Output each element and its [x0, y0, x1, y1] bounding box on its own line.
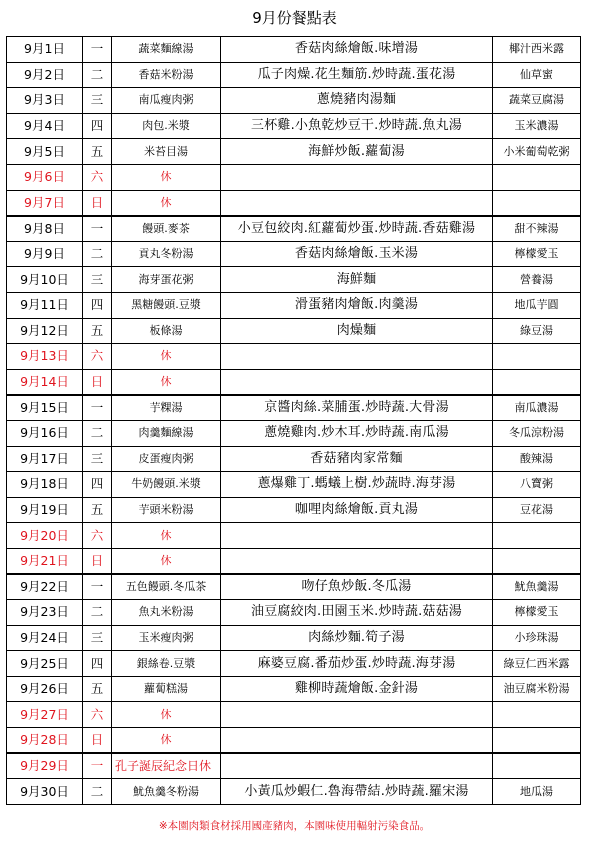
date-cell: 9月25日	[7, 651, 83, 677]
meal-row	[7, 139, 581, 165]
afternoon-snack-cell	[493, 728, 581, 754]
afternoon-snack-cell: 檸檬愛玉	[493, 600, 581, 626]
meal-row	[7, 62, 581, 88]
lunch-cell: 咖哩肉絲燴飯.貢丸湯	[221, 497, 493, 523]
morning-snack-cell: 魚丸米粉湯	[112, 600, 221, 626]
meal-row	[7, 241, 581, 267]
date-cell: 9月28日	[7, 728, 83, 754]
lunch-cell	[221, 753, 493, 779]
weekday-cell: 日	[83, 548, 112, 574]
weekday-cell: 五	[83, 318, 112, 344]
date-cell: 9月5日	[7, 139, 83, 165]
morning-snack-cell: 休	[112, 702, 221, 728]
lunch-cell: 雞柳時蔬燴飯.金針湯	[221, 676, 493, 702]
date-cell: 9月10日	[7, 267, 83, 293]
afternoon-snack-cell	[493, 702, 581, 728]
meal-row	[7, 395, 581, 421]
date-cell: 9月22日	[7, 574, 83, 600]
date-cell: 9月3日	[7, 88, 83, 114]
morning-snack-cell: 板條湯	[112, 318, 221, 344]
afternoon-snack-cell	[493, 369, 581, 395]
afternoon-snack-cell: 小珍珠湯	[493, 625, 581, 651]
afternoon-snack-cell: 魷魚羹湯	[493, 574, 581, 600]
morning-snack-cell: 蔬菜麵線湯	[112, 37, 221, 63]
meal-row	[7, 164, 581, 190]
date-cell: 9月27日	[7, 702, 83, 728]
afternoon-snack-cell: 油豆腐米粉湯	[493, 676, 581, 702]
afternoon-snack-cell: 椰汁西米露	[493, 37, 581, 63]
date-cell: 9月16日	[7, 420, 83, 446]
lunch-cell	[221, 190, 493, 216]
lunch-cell: 香菇豬肉家常麵	[221, 446, 493, 472]
weekday-cell: 六	[83, 702, 112, 728]
lunch-cell: 肉絲炒麵.筍子湯	[221, 625, 493, 651]
afternoon-snack-cell: 檸檬愛玉	[493, 241, 581, 267]
weekday-cell: 一	[83, 216, 112, 242]
morning-snack-cell: 貢丸冬粉湯	[112, 241, 221, 267]
meal-row	[7, 37, 581, 63]
meal-row	[7, 574, 581, 600]
meal-row	[7, 779, 581, 805]
weekday-cell: 六	[83, 344, 112, 370]
morning-snack-cell: 米苔目湯	[112, 139, 221, 165]
meal-row	[7, 113, 581, 139]
date-cell: 9月1日	[7, 37, 83, 63]
morning-snack-cell: 休	[112, 369, 221, 395]
date-cell: 9月12日	[7, 318, 83, 344]
morning-snack-cell: 魷魚羹冬粉湯	[112, 779, 221, 805]
afternoon-snack-cell	[493, 164, 581, 190]
weekday-cell: 日	[83, 369, 112, 395]
afternoon-snack-cell: 甜不辣湯	[493, 216, 581, 242]
morning-snack-cell: 南瓜瘦肉粥	[112, 88, 221, 114]
date-cell: 9月19日	[7, 497, 83, 523]
afternoon-snack-cell: 仙草蜜	[493, 62, 581, 88]
lunch-cell	[221, 369, 493, 395]
morning-snack-cell: 休	[112, 728, 221, 754]
meal-row	[7, 369, 581, 395]
weekday-cell: 五	[83, 139, 112, 165]
meal-row	[7, 497, 581, 523]
weekday-cell: 日	[83, 728, 112, 754]
date-cell: 9月30日	[7, 779, 83, 805]
afternoon-snack-cell: 冬瓜涼粉湯	[493, 420, 581, 446]
lunch-cell	[221, 728, 493, 754]
meal-row	[7, 190, 581, 216]
date-cell: 9月9日	[7, 241, 83, 267]
weekday-cell: 三	[83, 88, 112, 114]
afternoon-snack-cell: 綠豆湯	[493, 318, 581, 344]
weekday-cell: 五	[83, 676, 112, 702]
weekday-cell: 二	[83, 779, 112, 805]
lunch-cell: 蔥爆雞丁.螞蟻上樹.炒蔬時.海芽湯	[221, 472, 493, 498]
page-title: 9月份餐點表	[252, 9, 337, 27]
date-cell: 9月17日	[7, 446, 83, 472]
morning-snack-cell: 玉米瘦肉粥	[112, 625, 221, 651]
morning-snack-cell: 黑糖饅頭.豆漿	[112, 292, 221, 318]
meal-row	[7, 292, 581, 318]
date-cell: 9月2日	[7, 62, 83, 88]
weekday-cell: 一	[83, 37, 112, 63]
date-cell: 9月8日	[7, 216, 83, 242]
date-cell: 9月7日	[7, 190, 83, 216]
lunch-cell	[221, 702, 493, 728]
lunch-cell: 滑蛋豬肉燴飯.肉羹湯	[221, 292, 493, 318]
weekday-cell: 三	[83, 446, 112, 472]
morning-snack-cell: 孔子誕辰紀念日休	[112, 753, 221, 779]
afternoon-snack-cell: 營養湯	[493, 267, 581, 293]
morning-snack-cell: 休	[112, 548, 221, 574]
lunch-cell: 香菇肉絲燴飯.味增湯	[221, 37, 493, 63]
morning-snack-cell: 肉羹麵線湯	[112, 420, 221, 446]
date-cell: 9月21日	[7, 548, 83, 574]
meal-row	[7, 651, 581, 677]
weekday-cell: 四	[83, 292, 112, 318]
morning-snack-cell: 休	[112, 190, 221, 216]
weekday-cell: 日	[83, 190, 112, 216]
lunch-cell: 蔥燒豬肉湯麵	[221, 88, 493, 114]
meal-row	[7, 753, 581, 779]
afternoon-snack-cell: 豆花湯	[493, 497, 581, 523]
afternoon-snack-cell: 酸辣湯	[493, 446, 581, 472]
date-cell: 9月6日	[7, 164, 83, 190]
afternoon-snack-cell: 地瓜芋圓	[493, 292, 581, 318]
date-cell: 9月18日	[7, 472, 83, 498]
morning-snack-cell: 五色饅頭.冬瓜茶	[112, 574, 221, 600]
lunch-cell: 香菇肉絲燴飯.玉米湯	[221, 241, 493, 267]
morning-snack-cell: 香菇米粉湯	[112, 62, 221, 88]
weekday-cell: 二	[83, 241, 112, 267]
lunch-cell: 海鮮麵	[221, 267, 493, 293]
date-cell: 9月24日	[7, 625, 83, 651]
lunch-cell	[221, 164, 493, 190]
lunch-cell: 肉燥麵	[221, 318, 493, 344]
date-cell: 9月13日	[7, 344, 83, 370]
lunch-cell: 海鮮炒飯.蘿蔔湯	[221, 139, 493, 165]
date-cell: 9月15日	[7, 395, 83, 421]
morning-snack-cell: 休	[112, 344, 221, 370]
afternoon-snack-cell: 南瓜濃湯	[493, 395, 581, 421]
weekday-cell: 三	[83, 625, 112, 651]
morning-snack-cell: 芋頭米粉湯	[112, 497, 221, 523]
date-cell: 9月23日	[7, 600, 83, 626]
morning-snack-cell: 皮蛋瘦肉粥	[112, 446, 221, 472]
morning-snack-cell: 海芽蛋花粥	[112, 267, 221, 293]
morning-snack-cell: 休	[112, 164, 221, 190]
lunch-cell	[221, 523, 493, 549]
weekday-cell: 三	[83, 267, 112, 293]
lunch-cell: 蔥燒雞肉.炒木耳.炒時蔬.南瓜湯	[221, 420, 493, 446]
weekday-cell: 四	[83, 472, 112, 498]
morning-snack-cell: 牛奶饅頭.米漿	[112, 472, 221, 498]
morning-snack-cell: 休	[112, 523, 221, 549]
afternoon-snack-cell	[493, 753, 581, 779]
weekday-cell: 二	[83, 420, 112, 446]
date-cell: 9月29日	[7, 753, 83, 779]
morning-snack-cell: 肉包.米漿	[112, 113, 221, 139]
afternoon-snack-cell: 玉米濃湯	[493, 113, 581, 139]
meal-row	[7, 267, 581, 293]
lunch-cell: 油豆腐絞肉.田園玉米.炒時蔬.菇菇湯	[221, 600, 493, 626]
date-cell: 9月11日	[7, 292, 83, 318]
meal-row	[7, 88, 581, 114]
meal-schedule-body	[7, 37, 581, 805]
weekday-cell: 五	[83, 497, 112, 523]
meal-schedule-table	[6, 36, 581, 805]
weekday-cell: 六	[83, 164, 112, 190]
meal-row	[7, 472, 581, 498]
weekday-cell: 一	[83, 753, 112, 779]
weekday-cell: 一	[83, 574, 112, 600]
lunch-cell: 麻婆豆腐.番茄炒蛋.炒時蔬.海芽湯	[221, 651, 493, 677]
meal-row	[7, 625, 581, 651]
meal-row	[7, 702, 581, 728]
weekday-cell: 六	[83, 523, 112, 549]
morning-snack-cell: 饅頭.麥茶	[112, 216, 221, 242]
lunch-cell	[221, 344, 493, 370]
lunch-cell: 小豆包絞肉.紅蘿蔔炒蛋.炒時蔬.香菇雞湯	[221, 216, 493, 242]
afternoon-snack-cell: 小米葡萄乾粥	[493, 139, 581, 165]
lunch-cell: 京醬肉絲.菜脯蛋.炒時蔬.大骨湯	[221, 395, 493, 421]
meal-row	[7, 216, 581, 242]
morning-snack-cell: 芋粿湯	[112, 395, 221, 421]
afternoon-snack-cell: 八寶粥	[493, 472, 581, 498]
date-cell: 9月14日	[7, 369, 83, 395]
weekday-cell: 二	[83, 600, 112, 626]
date-cell: 9月20日	[7, 523, 83, 549]
weekday-cell: 二	[83, 62, 112, 88]
meal-row	[7, 420, 581, 446]
meal-row	[7, 676, 581, 702]
lunch-cell: 吻仔魚炒飯.冬瓜湯	[221, 574, 493, 600]
meal-row	[7, 548, 581, 574]
afternoon-snack-cell	[493, 523, 581, 549]
date-cell: 9月4日	[7, 113, 83, 139]
afternoon-snack-cell: 地瓜湯	[493, 779, 581, 805]
morning-snack-cell: 蘿蔔糕湯	[112, 676, 221, 702]
afternoon-snack-cell: 蔬菜豆腐湯	[493, 88, 581, 114]
afternoon-snack-cell	[493, 344, 581, 370]
weekday-cell: 四	[83, 651, 112, 677]
afternoon-snack-cell	[493, 190, 581, 216]
lunch-cell: 小黃瓜炒蝦仁.魯海帶結.炒時蔬.羅宋湯	[221, 779, 493, 805]
date-cell: 9月26日	[7, 676, 83, 702]
morning-snack-cell: 銀絲卷.豆漿	[112, 651, 221, 677]
afternoon-snack-cell	[493, 548, 581, 574]
meal-row	[7, 728, 581, 754]
meal-row	[7, 318, 581, 344]
meal-row	[7, 344, 581, 370]
meal-row	[7, 446, 581, 472]
lunch-cell: 瓜子肉燥.花生麵筋.炒時蔬.蛋花湯	[221, 62, 493, 88]
weekday-cell: 四	[83, 113, 112, 139]
food-safety-notice: ※本園肉類食材採用國產豬肉，本園味使用輻射污染食品。	[158, 820, 431, 832]
afternoon-snack-cell: 綠豆仁西米露	[493, 651, 581, 677]
meal-row	[7, 523, 581, 549]
lunch-cell: 三杯雞.小魚乾炒豆干.炒時蔬.魚丸湯	[221, 113, 493, 139]
meal-row	[7, 600, 581, 626]
lunch-cell	[221, 548, 493, 574]
weekday-cell: 一	[83, 395, 112, 421]
